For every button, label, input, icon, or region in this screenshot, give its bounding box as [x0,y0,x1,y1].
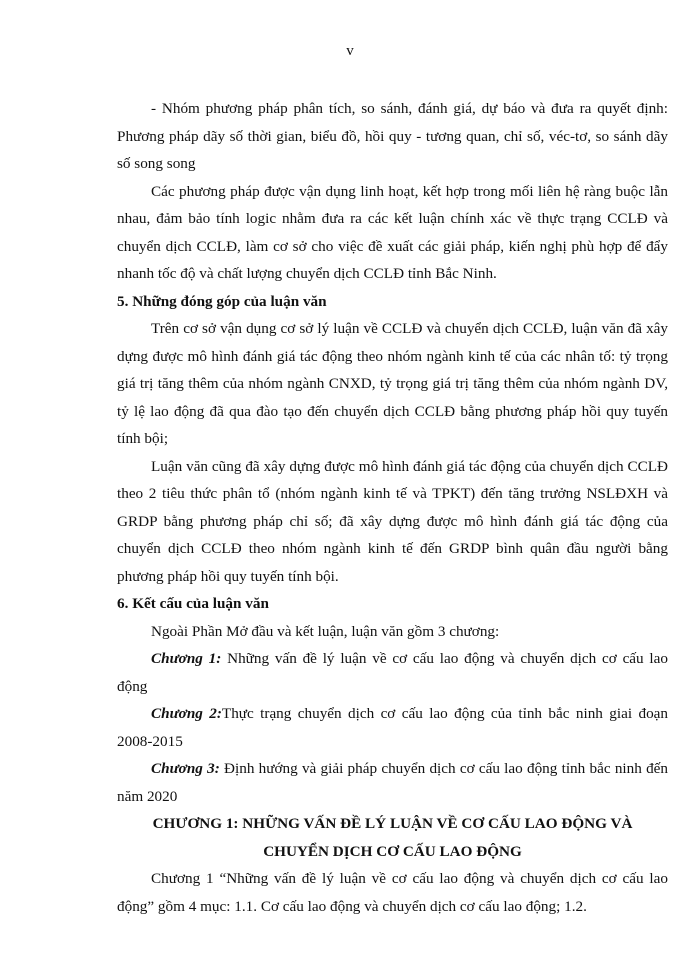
section-heading-structure: 6. Kết cấu của luận văn [117,595,269,612]
chapter-3-summary [117,755,668,810]
paragraph-contribution-1: Trên cơ sở vận dụng cơ sở lý luận về CCLĐ và chuyển dịch CCLĐ, luận văn đã xây dựng được mô hình đánh giá tác động theo nhóm ngành kinh tế của các nhân tố: tỷ trọng giá trị tăng thêm của nhóm ngành CNXD, tỷ trọng giá trị tăng thêm của nhóm ngành DV, tỷ lệ lao động đã qua đào tạo đến chuyển dịch CCLĐ bằng phương pháp hồi quy tuyến tính bội; [117,320,668,447]
chapter-1-title-line-2: CHUYỂN DỊCH CƠ CẤU LAO ĐỘNG [263,842,522,860]
paragraph-chapter-1-overview: Chương 1 “Những vấn đề lý luận về cơ cấu lao động và chuyển dịch cơ cấu lao động” gồm 4 mục: 1.1. Cơ cấu lao động và chuyển dịch cơ cấu lao động; 1.2. [117,870,668,915]
section-heading-contributions: 5. Những đóng góp của luận văn [117,292,327,310]
chapter-3-label: Chương 3: [151,760,220,777]
chapter-1-title-line-1: CHƯƠNG 1: NHỮNG VẤN ĐỀ LÝ LUẬN VỀ CƠ CẤU LAO ĐỘNG VÀ [152,815,633,832]
paragraph-contribution-2: Luận văn cũng đã xây dựng được mô hình đánh giá tác động của chuyển dịch CCLĐ theo 2 tiêu thức phân tổ (nhóm ngành kinh tế và TPKT) đến tăng trưởng NSLĐXH và GRDP bằng phương pháp chỉ số; đã xây dựng được mô hình đánh giá tác động của chuyển dịch CCLĐ theo nhóm ngành kinh tế đến GRDP bình quân đầu người bằng phương pháp hồi quy tuyến tính bội. [117,457,668,585]
chapter-3-text: Định hướng và giải pháp chuyển dịch cơ cấu lao động tỉnh bắc ninh đến năm 2020 [117,760,668,805]
chapter-2-label: Chương 2: [151,705,222,722]
page-number: v [346,43,354,59]
paragraph-methods-list: - Nhóm phương pháp phân tích, so sánh, đánh giá, dự báo và đưa ra quyết định: Phương pháp dãy số thời gian, biểu đồ, hồi quy - tương quan, chỉ số, véc-tơ, so sánh dãy số song song [117,100,668,172]
document-body [117,95,668,920]
paragraph-structure-intro: Ngoài Phần Mở đầu và kết luận, luận văn gồm 3 chương: [151,622,500,640]
paragraph-methods-application: Các phương pháp được vận dụng linh hoạt, kết hợp trong mối liên hệ ràng buộc lẫn nhau, đảm bảo tính logic nhằm đưa ra các kết luận chính xác về thực trạng CCLĐ và chuyển dịch CCLĐ, làm cơ sở cho việc đề xuất các giải pháp, kiến nghị phù hợp để đẩy nhanh tốc độ và chất lượng chuyển dịch CCLĐ tỉnh Bắc Ninh. [117,182,668,282]
chapter-1-text: Những vấn đề lý luận về cơ cấu lao động và chuyển dịch cơ cấu lao động [117,650,668,695]
chapter-2-text: Thực trạng chuyển dịch cơ cấu lao động của tỉnh bắc ninh giai đoạn 2008-2015 [117,705,668,750]
chapter-2-summary [117,700,668,755]
chapter-1-label: Chương 1: [151,650,222,667]
chapter-1-summary [117,645,668,700]
